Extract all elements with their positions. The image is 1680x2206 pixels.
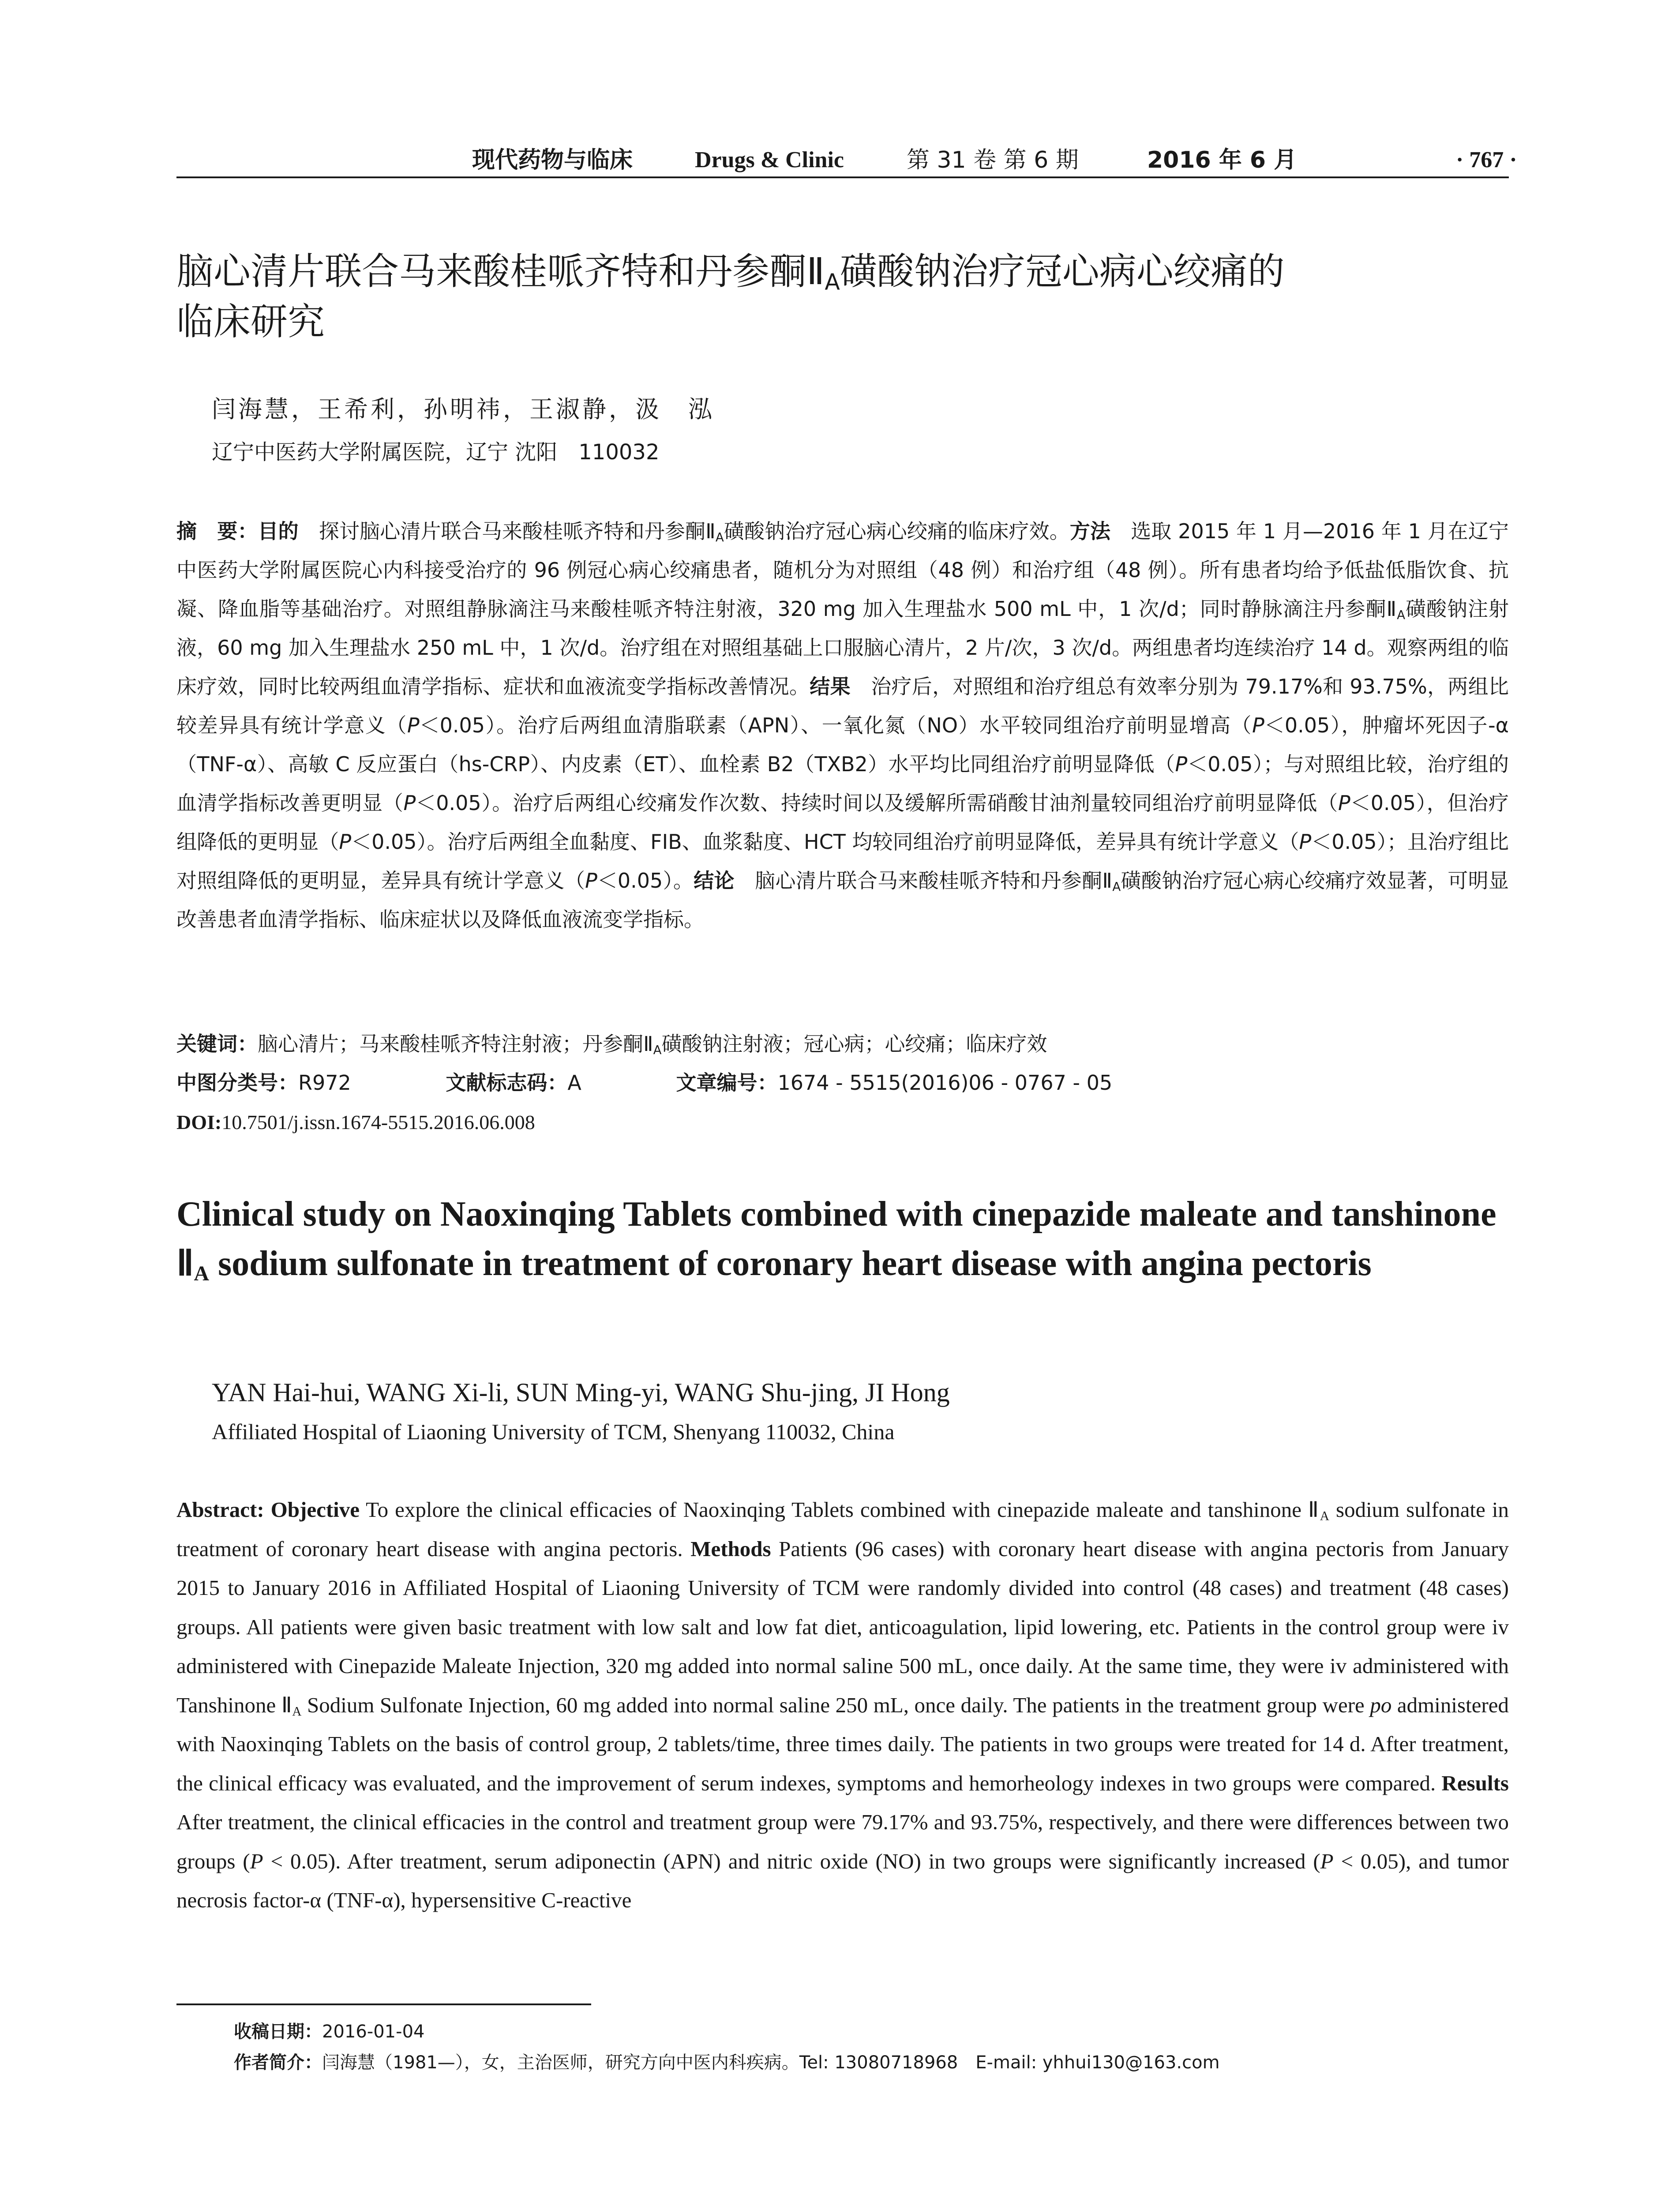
journal-name-cn: 现代药物与临床 — [472, 147, 633, 173]
abstract-en: Abstract: Objective To explore the clinical efficacies of Naoxinqing Tablets combined with cinepazide maleate and tanshinone $Ⅱ_A$ sodium sulfonate in treatment of coronary heart disease with angina pectoris. Methods Patients (96 cases) with coronary heart disease with angina pectoris from January 2015 to January 2016 in Affiliated Hospital of Liaoning University of TCM were randomly divided into control (48 cases) and treatment (48 cases) groups. All patients were given basic treatment with low salt and low fat diet, anticoagulation, lipid lowering, etc. Patients in the control group were iv administered with Cinepazide Maleate Injection, 320 mg added into normal saline 500 mL, once daily. At the same time, they were iv administered with Tanshinone $Ⅱ_A$ Sodium Sulfonate Injection, 60 mg added into normal saline 250 mL, once daily. The patients in the treatment group were po administered with Naoxinqing Tablets on the basis of control group, 2 tablets/time, three times daily. The patients in two groups were treated for 14 d. After treatment, the clinical efficacy was evaluated, and the improvement of serum indexes, symptoms and hemorheology indexes in two groups were compared. Results After treatment, the clinical efficacies in the control and treatment group were 79.17% and 93.75%, respectively, and there were differences between two groups (P < 0.05). After treatment, serum adiponectin (APN) and nitric oxide (NO) in two groups were significantly increased (P < 0.05), and tumor necrosis factor-α (TNF-α), hypersensitive C-reactive — [176, 1497, 1509, 1912]
title-cn-line1: 脑心清片联合马来酸桂哌齐特和丹参酮$Ⅱ_A$磺酸钠治疗冠心病心绞痛的 — [176, 250, 1285, 295]
keywords-cn: 关键词：脑心清片；马来酸桂哌齐特注射液；丹参酮$Ⅱ_A$磺酸钠注射液；冠心病；心绞痛；临床疗效 — [176, 1032, 1047, 1057]
footnote-received: 收稿日期：2016-01-04 — [234, 2022, 425, 2042]
journal-name-en: Drugs & Clinic — [695, 147, 844, 173]
authors-cn: 闫海慧，王希利，孙明祎，王淑静，汲 泓 — [212, 395, 715, 423]
title-cn-line2: 临床研究 — [176, 300, 325, 343]
doi-line: DOI:10.7501/j.issn.1674-5515.2016.06.008 — [176, 1111, 535, 1133]
authors-en: YAN Hai-hui, WANG Xi-li, SUN Ming-yi, WANG Shu-jing, JI Hong — [212, 1378, 950, 1407]
issue-date: 2016 年 6 月 — [1147, 147, 1297, 173]
page-number: · 767 · — [1456, 147, 1517, 173]
header-rule — [176, 176, 1509, 178]
footnote-rule — [176, 2003, 591, 2005]
classification-line: 中图分类号：R972 文献标志码：A 文章编号：1674 - 5515(2016)06 - 0767 - 05 — [176, 1071, 1113, 1095]
affiliation-en: Affiliated Hospital of Liaoning University of TCM, Shenyang 110032, China — [212, 1419, 895, 1444]
footnote-author-bio: 作者简介：闫海慧（1981—），女，主治医师，研究方向中医内科疾病。Tel: 13080718968 E-mail: yhhui130@163.com — [234, 2052, 1220, 2073]
abstract-cn: 摘 要：目的 探讨脑心清片联合马来酸桂哌齐特和丹参酮$Ⅱ_A$磺酸钠治疗冠心病心绞痛的临床疗效。方法 选取 2015 年 1 月—2016 年 1 月在辽宁中医药大学附属医院心内科接受治疗的 96 例冠心病心绞痛患者，随机分为对照组（48 例）和治疗组（48 例）。所有患者均给予低盐低脂饮食、抗凝、降血脂等基础治疗。对照组静脉滴注马来酸桂哌齐特注射液，320 mg 加入生理盐水 500 mL 中，1 次/d；同时静脉滴注丹参酮$Ⅱ_A$磺酸钠注射液，60 mg 加入生理盐水 250 mL 中，1 次/d。治疗组在对照组基础上口服脑心清片，2 片/次，3 次/d。两组患者均连续治疗 14 d。观察两组的临床疗效，同时比较两组血清学指标、症状和血液流变学指标改善情况。结果 治疗后，对照组和治疗组总有效率分别为 79.17%和 93.75%，两组比较差异具有统计学意义（P＜0.05）。治疗后两组血清脂联素（APN）、一氧化氮（NO）水平较同组治疗前明显增高（P＜0.05），肿瘤坏死因子-α（TNF-α）、高敏 C 反应蛋白（hs-CRP）、内皮素（ET）、血栓素 B2（TXB2）水平均比同组治疗前明显降低（P＜0.05）；与对照组比较，治疗组的血清学指标改善更明显（P＜0.05）。治疗后两组心绞痛发作次数、持续时间以及缓解所需硝酸甘油剂量较同组治疗前明显降低（P＜0.05），但治疗组降低的更明显（P＜0.05）。治疗后两组全血黏度、FIB、血浆黏度、HCT 均较同组治疗前明显降低，差异具有统计学意义（P＜0.05）；且治疗组比对照组降低的更明显，差异具有统计学意义（P＜0.05）。结论 脑心清片联合马来酸桂哌齐特和丹参酮$Ⅱ_A$磺酸钠治疗冠心病心绞痛疗效显著，可明显改善患者血清学指标、临床症状以及降低血液流变学指标。 — [176, 519, 1509, 931]
volume-issue: 第 31 卷 第 6 期 — [907, 147, 1079, 173]
affiliation-cn: 辽宁中医药大学附属医院，辽宁 沈阳 110032 — [212, 440, 660, 465]
title-en: Clinical study on Naoxinqing Tablets combined with cinepazide maleate and tanshinone $Ⅱ_A$ sodium sulfonate in treatment of coronary heart disease with angina pectoris — [176, 1195, 1496, 1285]
running-header — [176, 140, 1517, 180]
